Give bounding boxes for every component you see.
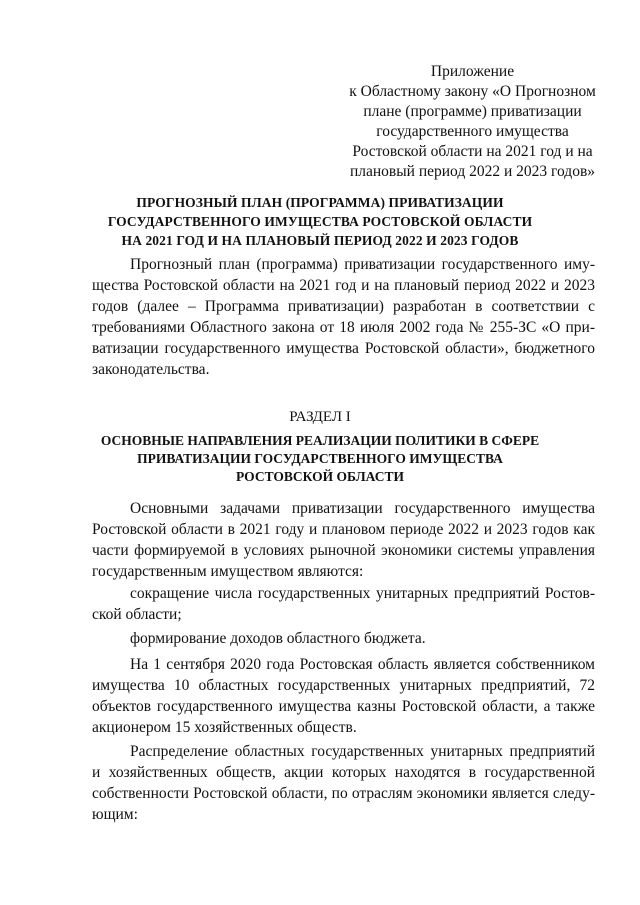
body-paragraph: На 1 сентября 2020 года Ростовская область является собственником имущества 10 областных государственных унитарных предприятий, 72 объектов государственного имущества казны Ростовской области, а также акционером 15 хозяйственных обществ. <box>92 656 595 736</box>
document-title-line: НА 2021 ГОД И НА ПЛАНОВЫЙ ПЕРИОД 2022 И 2023 ГОДОВ <box>121 233 519 248</box>
document-title <box>70 193 570 250</box>
document-title-line: ГОСУДАРСТВЕННОГО ИМУЩЕСТВА РОСТОВСКОЙ ОБЛАСТИ <box>107 214 533 229</box>
document-title-line: ПРОГНОЗНЫЙ ПЛАН (ПРОГРАММА) ПРИВАТИЗАЦИИ <box>136 195 504 210</box>
appendix-line: Ростовской области на 2021 год и на <box>352 143 593 160</box>
appendix-line: государственного имущества <box>376 123 569 140</box>
appendix-line: плане (программе) приватизации <box>363 103 582 120</box>
body-paragraph: Основными задачами приватизации государственного имущества Ростовской области в 2021 году и плановом периоде 2022 и 2023 годов как части формируемой в условиях рыночной экономики системы управления государственным имуществом являются: <box>92 500 595 580</box>
section-label: РАЗДЕЛ I <box>289 409 351 425</box>
body-paragraph: сокращение числа государственных унитарных предприятий Ростовской области; <box>92 585 595 623</box>
appendix-header <box>345 62 600 182</box>
body-paragraph: Распределение областных государственных унитарных предприятий и хозяйственных обществ, акции которых находятся в государственной собственности Ростовской области, по отраслям экономики является следующим: <box>92 743 595 823</box>
intro-paragraph: Прогнозный план (программа) приватизации государственного имущества Ростовской области на 2021 год и на плановый период 2022 и 2023 годов (далее – Программа приватизации) разработан в соответствии с требованиями Областного закона от 18 июля 2002 года № 255-ЗС «О приватизации государственного имущества Ростовской области», бюджетного законодательства. <box>92 256 595 378</box>
section-title-line: РОСТОВСКОЙ ОБЛАСТИ <box>236 469 404 484</box>
section-title-line: ПРИВАТИЗАЦИИ ГОСУДАРСТВЕННОГО ИМУЩЕСТВА <box>137 451 503 466</box>
appendix-title: Приложение <box>430 63 515 80</box>
section-title <box>80 432 560 486</box>
section-title-line: ОСНОВНЫЕ НАПРАВЛЕНИЯ РЕАЛИЗАЦИИ ПОЛИТИКИ В СФЕРЕ <box>100 433 540 448</box>
body-paragraph: формирование доходов областного бюджета. <box>130 630 426 647</box>
appendix-line: плановый период 2022 и 2023 годов» <box>349 163 596 180</box>
appendix-line: к Областному закону «О Прогнозном <box>349 83 596 100</box>
